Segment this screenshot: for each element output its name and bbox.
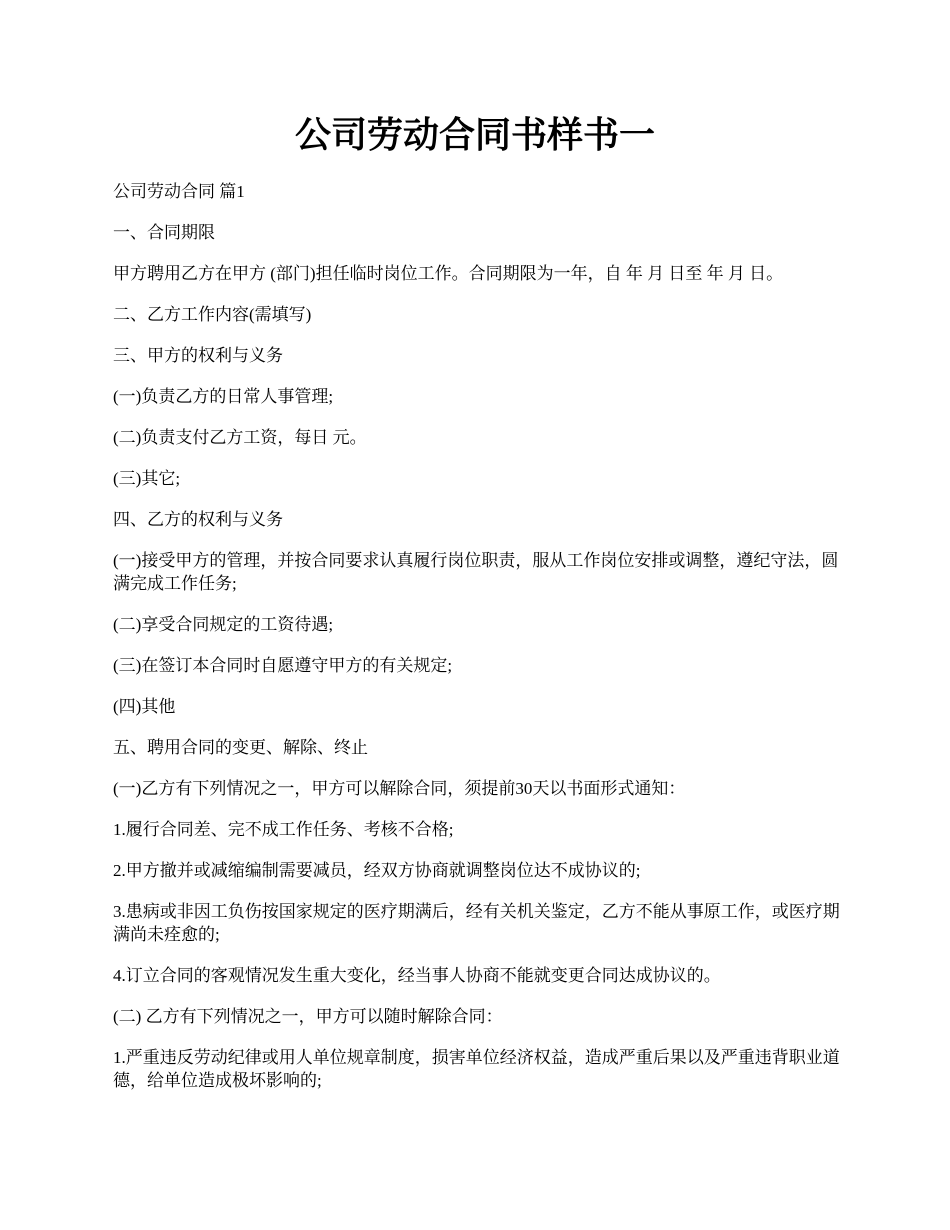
list-item: 4.订立合同的客观情况发生重大变化，经当事人协商不能就变更合同达成协议的。 bbox=[113, 966, 721, 985]
list-item: (二)享受合同规定的工资待遇; bbox=[113, 615, 334, 634]
list-item: (三)在签订本合同时自愿遵守甲方的有关规定; bbox=[113, 656, 453, 675]
clause-heading: 四、乙方的权利与义务 bbox=[113, 510, 283, 529]
list-item: 2.甲方撤并或减缩编制需要减员，经双方协商就调整岗位达不成协议的; bbox=[113, 861, 641, 880]
list-item: (四)其他 bbox=[113, 697, 176, 716]
list-item: (一)乙方有下列情况之一，甲方可以解除合同，须提前30天以书面形式通知： bbox=[113, 779, 686, 798]
clause-heading: 一、合同期限 bbox=[113, 223, 215, 242]
list-item: (一)负责乙方的日常人事管理; bbox=[113, 387, 334, 406]
list-item: 1.严重违反劳动纪律或用人单位规章制度，损害单位经济权益，造成严重后果以及严重违背职业道德，给单位造成极坏影响的; bbox=[113, 1048, 840, 1090]
list-item: 3.患病或非因工负伤按国家规定的医疗期满后，经有关机关鉴定，乙方不能从事原工作，或医疗期满尚未痊愈的; bbox=[113, 902, 840, 944]
document-body bbox=[113, 180, 843, 1110]
paragraph: 甲方聘用乙方在甲方 (部门)担任临时岗位工作。合同期限为一年，自 年 月 日至 年 月 日。 bbox=[113, 264, 784, 283]
document-title: 公司劳动合同书样书一 bbox=[294, 115, 655, 155]
section-heading: 公司劳动合同 篇1 bbox=[113, 182, 245, 201]
list-item: (二) 乙方有下列情况之一，甲方可以随时解除合同： bbox=[113, 1007, 503, 1026]
clause-heading: 五、聘用合同的变更、解除、终止 bbox=[113, 738, 368, 757]
clause-heading: 三、甲方的权利与义务 bbox=[113, 346, 283, 365]
list-item: 1.履行合同差、完不成工作任务、考核不合格; bbox=[113, 820, 454, 839]
list-item: (二)负责支付乙方工资，每日 元。 bbox=[113, 428, 367, 447]
clause-heading: 二、乙方工作内容(需填写) bbox=[113, 305, 312, 324]
list-item: (三)其它; bbox=[113, 469, 181, 488]
list-item: (一)接受甲方的管理，并按合同要求认真履行岗位职责，服从工作岗位安排或调整，遵纪守法，圆满完成工作任务; bbox=[113, 551, 839, 593]
